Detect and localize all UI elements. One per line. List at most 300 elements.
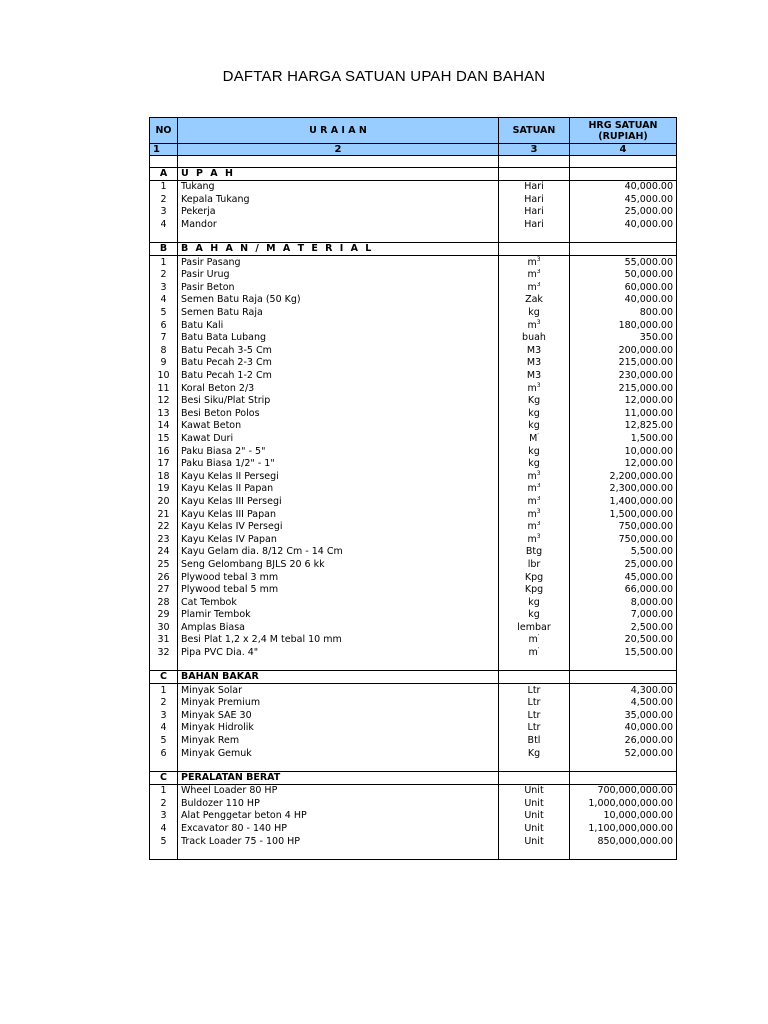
table-row (150, 256, 677, 269)
row-description: Buldozer 110 HP (178, 798, 499, 811)
row-unit (499, 307, 570, 320)
section-code: C (150, 671, 178, 684)
row-price: 200,000.00 (570, 345, 677, 358)
table-row (150, 219, 677, 232)
row-price: 12,000.00 (570, 458, 677, 471)
row-unit-text: m (528, 647, 538, 659)
row-price: 25,000.00 (570, 559, 677, 572)
blank-cell (570, 760, 677, 772)
row-unit (499, 408, 570, 421)
row-number: 9 (150, 357, 178, 370)
row-description: Kayu Kelas II Papan (178, 483, 499, 496)
row-unit-text: Unit (524, 785, 544, 797)
row-unit-text: Kg (527, 747, 541, 759)
blank-cell (570, 231, 677, 243)
section-row (150, 168, 677, 181)
table-row (150, 294, 677, 307)
blank-cell (178, 156, 499, 168)
row-description: Amplas Biasa (178, 622, 499, 635)
row-number: 8 (150, 345, 178, 358)
blank-cell (570, 156, 677, 168)
table-row (150, 445, 677, 458)
row-price: 1,400,000.00 (570, 496, 677, 509)
row-price: 10,000,000.00 (570, 810, 677, 823)
row-unit (499, 521, 570, 534)
row-unit-text: Btg (525, 546, 543, 558)
row-number: 6 (150, 747, 178, 760)
row-unit-text: kg (528, 445, 540, 457)
row-price: 4,300.00 (570, 684, 677, 697)
row-number: 1 (150, 256, 178, 269)
row-price: 55,000.00 (570, 256, 677, 269)
row-number: 20 (150, 496, 178, 509)
column-number-4: 4 (570, 144, 677, 156)
row-price: 12,000.00 (570, 395, 677, 408)
row-unit-text: Hari (524, 219, 544, 231)
table-row (150, 206, 677, 219)
table-row (150, 835, 677, 848)
row-description: Kayu Kelas III Persegi (178, 496, 499, 509)
row-price: 800.00 (570, 307, 677, 320)
row-description: Minyak SAE 30 (178, 710, 499, 723)
row-unit (499, 433, 570, 446)
table-row (150, 823, 677, 836)
row-unit-text: M3 (526, 370, 542, 382)
row-unit (499, 559, 570, 572)
row-unit-text: Unit (524, 823, 544, 835)
row-unit (499, 206, 570, 219)
row-unit (499, 181, 570, 194)
row-number: 7 (150, 332, 178, 345)
row-number: 24 (150, 546, 178, 559)
table-row (150, 559, 677, 572)
blank-cell (178, 760, 499, 772)
row-description: Kayu Kelas II Persegi (178, 470, 499, 483)
row-unit-text: Hari (524, 181, 544, 193)
row-description: Batu Pecah 1-2 Cm (178, 370, 499, 383)
row-description: Kepala Tukang (178, 194, 499, 207)
row-number: 22 (150, 521, 178, 534)
row-number: 1 (150, 784, 178, 797)
row-description: Kawat Beton (178, 420, 499, 433)
row-description: Kayu Kelas III Papan (178, 508, 499, 521)
table-row (150, 508, 677, 521)
section-name: B A H A N / M A T E R I A L (178, 243, 499, 256)
row-unit (499, 823, 570, 836)
row-price: 2,200,000.00 (570, 470, 677, 483)
row-unit-text: buah (522, 332, 546, 344)
row-number: 3 (150, 810, 178, 823)
blank-cell (570, 659, 677, 671)
row-price: 25,000.00 (570, 206, 677, 219)
row-description: Pasir Beton (178, 282, 499, 295)
table-row (150, 282, 677, 295)
row-price: 45,000.00 (570, 194, 677, 207)
row-description: Plywood tebal 5 mm (178, 584, 499, 597)
row-unit-superscript: 3 (536, 268, 541, 276)
section-empty-cell (499, 671, 570, 684)
table-row (150, 784, 677, 797)
row-unit-text: m (528, 634, 538, 646)
row-price: 52,000.00 (570, 747, 677, 760)
row-unit (499, 634, 570, 647)
row-number: 11 (150, 382, 178, 395)
table-row (150, 546, 677, 559)
row-number: 18 (150, 470, 178, 483)
row-price: 40,000.00 (570, 294, 677, 307)
row-unit-superscript: 3 (536, 281, 541, 288)
table-row (150, 370, 677, 383)
row-number: 15 (150, 433, 178, 446)
row-price: 26,000.00 (570, 735, 677, 748)
row-unit (499, 382, 570, 395)
row-unit-text: Ltr (527, 684, 541, 696)
row-price: 60,000.00 (570, 282, 677, 295)
row-description: Tukang (178, 181, 499, 194)
row-number: 3 (150, 710, 178, 723)
row-description: Pekerja (178, 206, 499, 219)
row-number: 5 (150, 835, 178, 848)
row-unit-text: kg (528, 407, 540, 419)
row-number: 3 (150, 282, 178, 295)
row-price: 40,000.00 (570, 722, 677, 735)
table-row (150, 395, 677, 408)
section-row (150, 671, 677, 684)
row-number: 6 (150, 319, 178, 332)
row-unit (499, 684, 570, 697)
row-unit (499, 596, 570, 609)
row-number: 12 (150, 395, 178, 408)
row-unit (499, 294, 570, 307)
row-description: Minyak Hidrolik (178, 722, 499, 735)
row-description: Minyak Solar (178, 684, 499, 697)
row-unit (499, 194, 570, 207)
row-number: 3 (150, 206, 178, 219)
row-price: 7,000.00 (570, 609, 677, 622)
row-number: 27 (150, 584, 178, 597)
row-price: 40,000.00 (570, 219, 677, 232)
row-unit-superscript: 3 (536, 508, 541, 515)
row-price: 20,500.00 (570, 634, 677, 647)
blank-cell (178, 659, 499, 671)
price-table-body (150, 118, 677, 860)
row-price: 4,500.00 (570, 697, 677, 710)
table-row (150, 332, 677, 345)
table-row (150, 269, 677, 282)
table-row (150, 584, 677, 597)
header-harga (570, 118, 677, 144)
blank-row (150, 231, 677, 243)
table-row (150, 533, 677, 546)
section-empty-cell (570, 243, 677, 256)
table-row (150, 382, 677, 395)
row-price: 40,000.00 (570, 181, 677, 194)
row-unit-text: Ltr (527, 722, 541, 734)
blank-cell (570, 848, 677, 860)
row-number: 2 (150, 697, 178, 710)
table-row (150, 470, 677, 483)
row-number: 2 (150, 798, 178, 811)
row-description: Minyak Rem (178, 735, 499, 748)
page-title: DAFTAR HARGA SATUAN UPAH DAN BAHAN (222, 68, 546, 85)
row-unit-text: M3 (526, 357, 542, 369)
row-unit (499, 282, 570, 295)
row-unit-superscript: ' (537, 432, 539, 439)
row-unit-text: lbr (527, 558, 541, 570)
row-unit-superscript: 3 (536, 495, 541, 502)
row-unit (499, 496, 570, 509)
row-number: 16 (150, 445, 178, 458)
row-price: 10,000.00 (570, 445, 677, 458)
blank-cell (150, 231, 178, 243)
table-row (150, 596, 677, 609)
row-description: Pipa PVC Dia. 4" (178, 647, 499, 660)
row-price: 180,000.00 (570, 319, 677, 332)
row-price: 1,500.00 (570, 433, 677, 446)
row-unit (499, 784, 570, 797)
row-description: Pasir Pasang (178, 256, 499, 269)
row-number: 10 (150, 370, 178, 383)
row-description: Batu Bata Lubang (178, 332, 499, 345)
table-row (150, 810, 677, 823)
row-number: 31 (150, 634, 178, 647)
row-unit (499, 622, 570, 635)
blank-cell (150, 659, 178, 671)
row-unit (499, 722, 570, 735)
row-unit-superscript: ' (537, 634, 540, 641)
row-unit-text: m (527, 256, 537, 268)
row-price: 66,000.00 (570, 584, 677, 597)
table-row (150, 609, 677, 622)
row-description: Plywood tebal 3 mm (178, 571, 499, 584)
row-description: Kayu Gelam dia. 8/12 Cm - 14 Cm (178, 546, 499, 559)
row-unit-text: Btl (527, 735, 541, 747)
column-number-row (150, 144, 677, 156)
row-unit-superscript: 3 (536, 470, 541, 477)
blank-row (150, 848, 677, 860)
table-row (150, 735, 677, 748)
blank-cell (150, 848, 178, 860)
row-price: 215,000.00 (570, 357, 677, 370)
row-unit (499, 835, 570, 848)
table-row (150, 420, 677, 433)
row-number: 19 (150, 483, 178, 496)
section-empty-cell (570, 168, 677, 181)
row-price: 15,500.00 (570, 647, 677, 660)
blank-cell (178, 231, 499, 243)
row-description: Semen Batu Raja (50 Kg) (178, 294, 499, 307)
row-price: 1,100,000,000.00 (570, 823, 677, 836)
blank-row (150, 659, 677, 671)
row-unit-text: m (527, 281, 537, 293)
row-unit (499, 395, 570, 408)
row-description: Mandor (178, 219, 499, 232)
section-empty-cell (570, 771, 677, 784)
header-harga-line2: (RUPIAH) (598, 130, 648, 142)
row-unit (499, 609, 570, 622)
blank-cell (499, 156, 570, 168)
row-unit-text: Unit (524, 810, 544, 822)
row-description: Plamir Tembok (178, 609, 499, 622)
row-price: 750,000.00 (570, 533, 677, 546)
row-unit (499, 332, 570, 345)
row-number: 21 (150, 508, 178, 521)
row-description: Minyak Premium (178, 697, 499, 710)
row-number: 4 (150, 219, 178, 232)
row-description: Pasir Urug (178, 269, 499, 282)
header-harga-line1: HRG SATUAN (588, 119, 658, 131)
row-price: 700,000,000.00 (570, 784, 677, 797)
row-price: 2,500.00 (570, 622, 677, 635)
row-unit (499, 219, 570, 232)
row-unit (499, 445, 570, 458)
row-unit (499, 319, 570, 332)
section-empty-cell (499, 243, 570, 256)
row-unit-text: Unit (524, 835, 544, 847)
row-description: Kayu Kelas IV Papan (178, 533, 499, 546)
section-code: C (150, 771, 178, 784)
row-unit-text: Zak (525, 294, 543, 306)
row-description: Semen Batu Raja (178, 307, 499, 320)
column-number-1: 1 (150, 144, 178, 156)
row-description: Kayu Kelas IV Persegi (178, 521, 499, 534)
row-number: 23 (150, 533, 178, 546)
section-code: A (150, 168, 178, 181)
row-price: 11,000.00 (570, 408, 677, 421)
row-unit-text: Kpg (524, 571, 544, 583)
row-price: 1,500,000.00 (570, 508, 677, 521)
table-row (150, 622, 677, 635)
row-unit-text: Kg (527, 395, 541, 407)
table-row (150, 571, 677, 584)
row-unit-text: Unit (524, 797, 544, 809)
row-unit (499, 798, 570, 811)
row-unit-superscript: ' (537, 646, 540, 654)
table-row (150, 697, 677, 710)
header-satuan: SATUAN (499, 118, 570, 144)
row-unit-text: Ltr (527, 697, 541, 709)
table-row (150, 710, 677, 723)
row-number: 2 (150, 269, 178, 282)
row-unit (499, 370, 570, 383)
row-description: Batu Pecah 3-5 Cm (178, 345, 499, 358)
section-empty-cell (570, 671, 677, 684)
table-row (150, 433, 677, 446)
row-price: 850,000,000.00 (570, 835, 677, 848)
row-unit-text: m (527, 269, 537, 281)
row-description: Paku Biasa 1/2" - 1" (178, 458, 499, 471)
row-description: Paku Biasa 2" - 5" (178, 445, 499, 458)
row-description: Koral Beton 2/3 (178, 382, 499, 395)
blank-cell (499, 848, 570, 860)
row-description: Minyak Gemuk (178, 747, 499, 760)
table-row (150, 357, 677, 370)
table-row (150, 722, 677, 735)
row-number: 1 (150, 181, 178, 194)
row-unit-text: m (527, 382, 537, 394)
row-unit-text: M3 (526, 344, 542, 356)
row-unit (499, 584, 570, 597)
section-empty-cell (499, 771, 570, 784)
row-number: 29 (150, 609, 178, 622)
row-price: 1,000,000,000.00 (570, 798, 677, 811)
row-unit (499, 508, 570, 521)
row-number: 5 (150, 307, 178, 320)
section-code: B (150, 243, 178, 256)
row-description: Wheel Loader 80 HP (178, 784, 499, 797)
row-price: 215,000.00 (570, 382, 677, 395)
header-no: NO (150, 118, 178, 144)
row-description: Seng Gelombang BJLS 20 6 kk (178, 559, 499, 572)
row-price: 8,000.00 (570, 596, 677, 609)
table-row (150, 307, 677, 320)
row-number: 14 (150, 420, 178, 433)
row-unit (499, 420, 570, 433)
row-description: Alat Penggetar beton 4 HP (178, 810, 499, 823)
section-row (150, 771, 677, 784)
row-unit (499, 710, 570, 723)
table-row (150, 181, 677, 194)
row-number: 28 (150, 596, 178, 609)
row-unit-text: M (529, 432, 538, 444)
row-unit (499, 256, 570, 269)
row-number: 2 (150, 194, 178, 207)
blank-cell (178, 848, 499, 860)
table-row (150, 483, 677, 496)
row-number: 4 (150, 823, 178, 836)
row-unit-text: m (527, 521, 537, 533)
table-row (150, 634, 677, 647)
row-unit-text: Kpg (524, 584, 544, 596)
row-unit (499, 810, 570, 823)
price-table (149, 117, 677, 860)
table-row (150, 408, 677, 421)
table-row (150, 521, 677, 534)
blank-row (150, 760, 677, 772)
row-unit-text: kg (528, 609, 540, 621)
row-description: Batu Pecah 2-3 Cm (178, 357, 499, 370)
section-name: PERALATAN BERAT (178, 771, 499, 784)
row-unit-superscript: 3 (536, 520, 541, 528)
row-unit-text: m (527, 470, 537, 482)
row-unit-text: Ltr (527, 709, 541, 721)
row-price: 2,300,000.00 (570, 483, 677, 496)
row-unit-text: kg (528, 307, 540, 319)
row-unit (499, 735, 570, 748)
row-unit-text: m (527, 533, 537, 545)
row-unit (499, 546, 570, 559)
row-unit-text: kg (528, 420, 540, 432)
row-price: 230,000.00 (570, 370, 677, 383)
blank-row (150, 156, 677, 168)
row-unit (499, 458, 570, 471)
table-row (150, 647, 677, 660)
section-empty-cell (499, 168, 570, 181)
row-unit (499, 357, 570, 370)
row-number: 25 (150, 559, 178, 572)
row-number: 13 (150, 408, 178, 421)
row-unit (499, 269, 570, 282)
row-unit-superscript: 3 (536, 483, 541, 490)
row-unit (499, 647, 570, 660)
row-unit-superscript: 3 (536, 255, 541, 263)
row-price: 45,000.00 (570, 571, 677, 584)
row-description: Track Loader 75 - 100 HP (178, 835, 499, 848)
row-price: 5,500.00 (570, 546, 677, 559)
row-unit (499, 571, 570, 584)
table-row (150, 345, 677, 358)
table-row (150, 194, 677, 207)
